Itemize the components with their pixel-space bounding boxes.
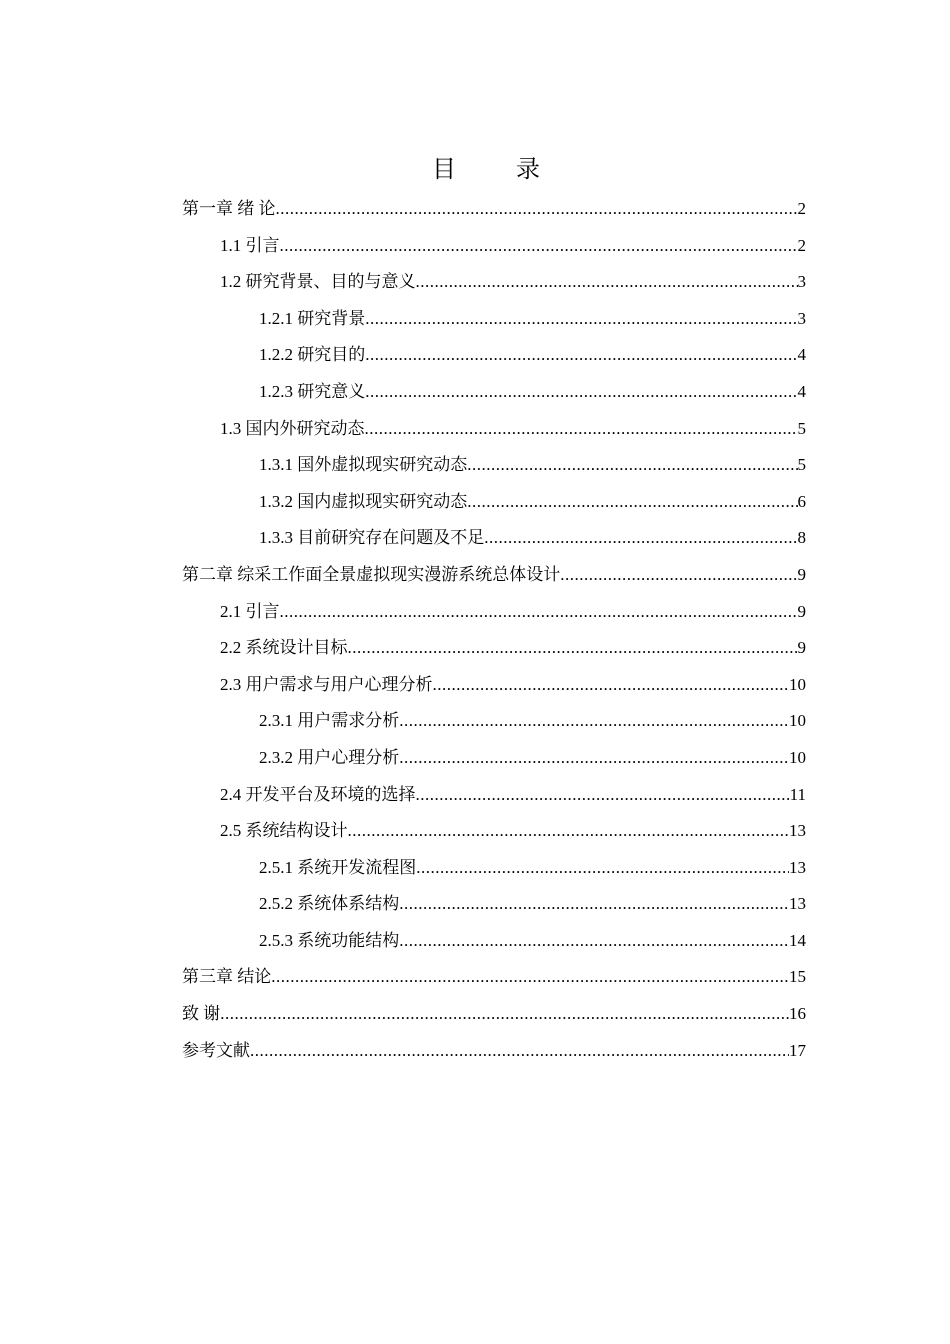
toc-dot-leader <box>416 777 790 814</box>
toc-page-number: 5 <box>797 418 806 438</box>
toc-title: 目 录 <box>432 157 558 183</box>
toc-page-number: 9 <box>797 601 806 621</box>
toc-page-number: 2 <box>797 235 806 255</box>
toc-dot-leader <box>280 594 798 631</box>
toc-entry-text: 致 谢 <box>182 1004 221 1024</box>
toc-entry[interactable] <box>182 1033 806 1070</box>
toc-dot-leader <box>220 996 789 1033</box>
toc-entry-text: 2.5 系统结构设计 <box>220 821 348 841</box>
toc-page-number: 3 <box>797 308 806 328</box>
toc-dot-leader <box>250 1033 789 1070</box>
toc-list <box>182 191 806 1069</box>
toc-entry-text: 1.3.3 目前研究存在问题及不足 <box>259 528 485 548</box>
toc-entry-text: 2.3.1 用户需求分析 <box>259 711 400 731</box>
toc-dot-leader <box>467 484 797 521</box>
toc-entry[interactable] <box>182 411 806 448</box>
toc-dot-leader <box>276 191 798 228</box>
toc-entry[interactable] <box>182 740 806 777</box>
toc-dot-leader <box>416 264 798 301</box>
toc-page-number: 14 <box>789 930 806 950</box>
toc-entry[interactable] <box>182 630 806 667</box>
toc-dot-leader <box>365 374 797 411</box>
toc-dot-leader <box>365 411 798 448</box>
toc-entry-text: 2.2 系统设计目标 <box>220 638 348 658</box>
toc-entry[interactable] <box>182 959 806 996</box>
toc-entry[interactable] <box>182 557 806 594</box>
toc-page-number: 10 <box>789 711 806 731</box>
toc-entry-text: 第二章 综采工作面全景虚拟现实漫游系统总体设计 <box>182 564 561 584</box>
toc-page-number: 16 <box>789 1004 806 1024</box>
toc-entry[interactable] <box>182 813 806 850</box>
toc-entry[interactable] <box>182 996 806 1033</box>
toc-entry-text: 1.2.2 研究目的 <box>259 345 366 365</box>
toc-page-number: 2 <box>797 199 806 218</box>
toc-dot-leader <box>560 557 797 594</box>
toc-entry-text: 2.5.1 系统开发流程图 <box>259 857 417 877</box>
toc-page-number: 9 <box>797 564 806 584</box>
toc-page-number: 10 <box>789 747 806 767</box>
toc-page-number: 9 <box>797 638 806 658</box>
toc-entry-text: 第三章 结论 <box>182 967 272 987</box>
toc-dot-leader <box>399 703 789 740</box>
toc-page-number: 11 <box>789 784 806 804</box>
toc-entry[interactable] <box>182 191 806 228</box>
toc-entry-text: 2.5.2 系统体系结构 <box>259 894 400 914</box>
toc-page-number: 13 <box>789 857 806 877</box>
toc-entry[interactable] <box>182 228 806 265</box>
toc-entry-text: 1.2.1 研究背景 <box>259 308 366 328</box>
toc-dot-leader <box>467 447 797 484</box>
toc-entry[interactable] <box>182 703 806 740</box>
toc-entry-text: 1.1 引言 <box>220 235 280 255</box>
toc-dot-leader <box>416 850 789 887</box>
toc-entry-text: 1.3.2 国内虚拟现实研究动态 <box>259 491 468 511</box>
toc-entry-text: 参考文献 <box>182 1040 250 1060</box>
toc-entry[interactable] <box>182 886 806 923</box>
toc-entry-text: 2.1 引言 <box>220 601 280 621</box>
toc-page-number: 10 <box>789 674 806 694</box>
toc-page-number: 17 <box>789 1040 806 1060</box>
toc-entry[interactable] <box>182 264 806 301</box>
toc-dot-leader <box>484 520 797 557</box>
toc-entry-text: 1.2.3 研究意义 <box>259 381 366 401</box>
toc-entry[interactable] <box>182 301 806 338</box>
toc-dot-leader <box>365 301 797 338</box>
toc-page-number: 6 <box>797 491 806 511</box>
toc-entry-text: 2.3 用户需求与用户心理分析 <box>220 674 433 694</box>
toc-dot-leader <box>280 228 798 265</box>
toc-entry[interactable] <box>182 777 806 814</box>
toc-page-number: 13 <box>789 821 806 841</box>
toc-entry[interactable] <box>182 447 806 484</box>
toc-entry[interactable] <box>182 484 806 521</box>
toc-entry-text: 2.3.2 用户心理分析 <box>259 747 400 767</box>
toc-entry-text: 1.3 国内外研究动态 <box>220 418 365 438</box>
toc-entry-text: 1.3.1 国外虚拟现实研究动态 <box>259 455 468 475</box>
toc-dot-leader <box>433 667 790 704</box>
toc-entry[interactable] <box>182 923 806 960</box>
toc-entry-text: 第一章 绪 论 <box>182 199 276 218</box>
toc-entry[interactable] <box>182 850 806 887</box>
toc-page-number: 4 <box>797 381 806 401</box>
toc-entry[interactable] <box>182 594 806 631</box>
toc-dot-leader <box>348 813 790 850</box>
toc-entry[interactable] <box>182 667 806 704</box>
toc-page-number: 4 <box>797 345 806 365</box>
toc-dot-leader <box>365 337 797 374</box>
toc-dot-leader <box>271 959 789 996</box>
toc-page-number: 15 <box>789 967 806 987</box>
toc-dot-leader <box>399 740 789 777</box>
toc-page-number: 13 <box>789 894 806 914</box>
toc-entry[interactable] <box>182 374 806 411</box>
toc-entry[interactable] <box>182 520 806 557</box>
toc-dot-leader <box>399 886 789 923</box>
toc-page-number: 3 <box>797 272 806 292</box>
toc-page-number: 5 <box>797 455 806 475</box>
toc-entry-text: 1.2 研究背景、目的与意义 <box>220 272 416 292</box>
toc-entry-text: 2.5.3 系统功能结构 <box>259 930 400 950</box>
toc-entry-text: 2.4 开发平台及环境的选择 <box>220 784 416 804</box>
toc-entry[interactable] <box>182 337 806 374</box>
toc-dot-leader <box>399 923 789 960</box>
toc-dot-leader <box>348 630 798 667</box>
toc-page-number: 8 <box>797 528 806 548</box>
